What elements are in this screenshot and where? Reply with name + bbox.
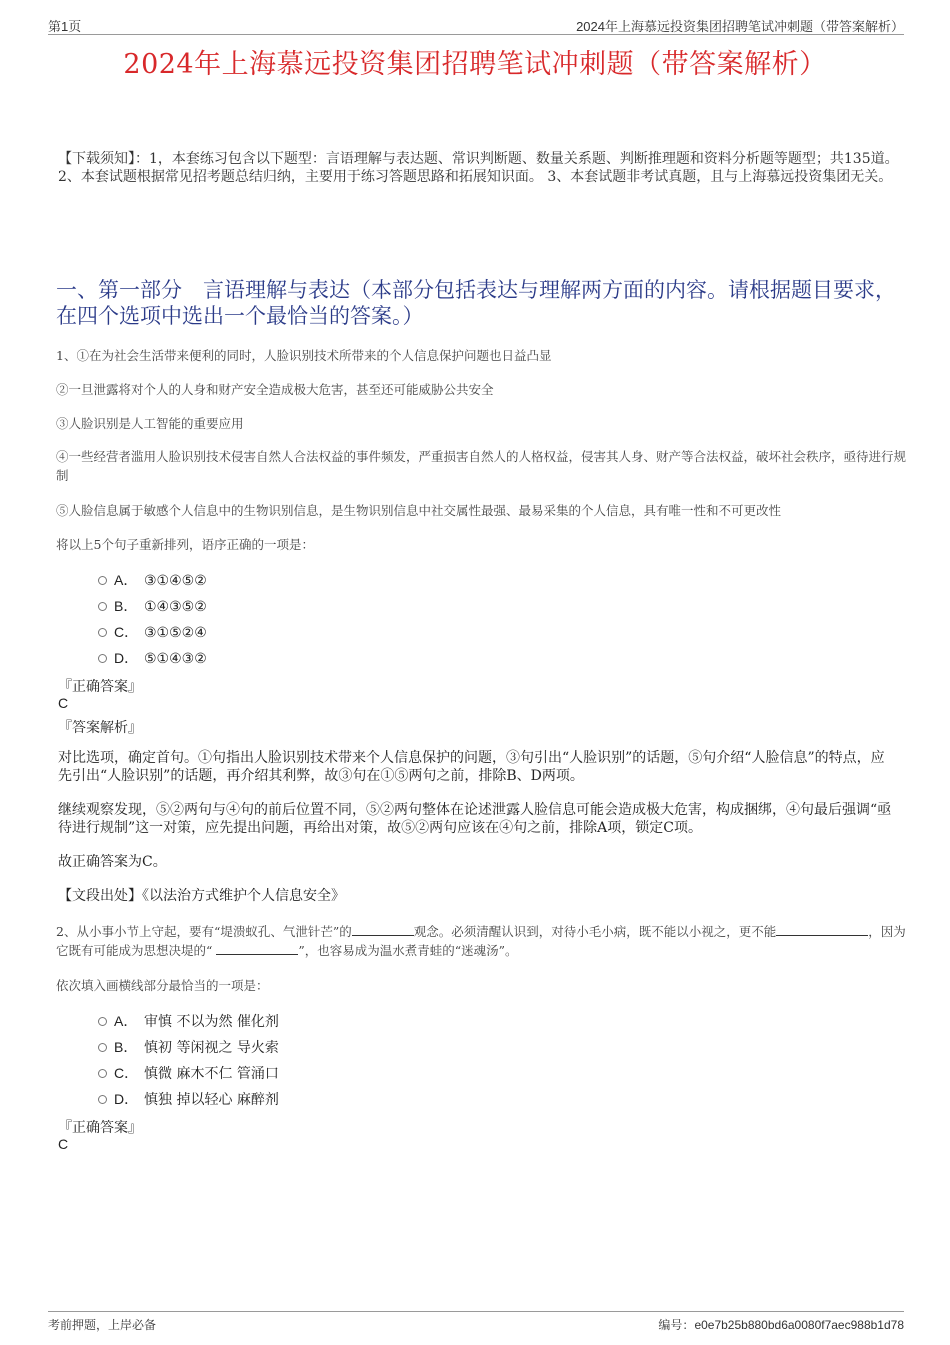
header-doc-title: 2024年上海慕远投资集团招聘笔试冲刺题（带答案解析） [576,19,904,34]
q1-analysis-paragraph-3: 故正确答案为C。 [58,854,167,870]
q2-option-c[interactable]: C． 慎微 麻木不仁 管涌口 [98,1063,279,1083]
q1-sentence-5: ⑤人脸信息属于敏感个人信息中的生物识别信息，是生物识别信息中社交属性最强、最易采集的个人信息，具有唯一性和不可更改性 [56,503,782,518]
fill-blank-1[interactable] [352,923,414,936]
q2-answer-heading: 『正确答案』 [58,1120,142,1136]
footer-slogan: 考前押题，上岸必备 [48,1318,157,1332]
q1-answer: C [58,695,69,711]
radio-icon[interactable] [98,654,107,663]
q1-analysis-paragraph-2: 继续观察发现，⑤②两句与④句的前后位置不同，⑤②两句整体在论述泄露人脸信息可能会造成极大危害，构成捆绑，④句最后强调“亟待进行规制”这一对策，应先提出问题，再给出对策，故⑤②两句应该在④句之前，排除A项，锁定C项。 [58,802,892,836]
q2-prompt: 依次填入画横线部分最恰当的一项是： [56,978,269,993]
page-footer [48,1311,904,1336]
q2-option-d[interactable]: D． 慎独 掉以轻心 麻醉剂 [98,1089,279,1109]
q1-sentence-1: 1、①在为社会生活带来便利的同时，人脸识别技术所带来的个人信息保护问题也日益凸显 [56,348,552,363]
document-title: 2024年上海慕远投资集团招聘笔试冲刺题（带答案解析） [123,49,827,80]
q1-analysis-heading: 『答案解析』 [58,720,142,736]
q2-answer: C [58,1136,69,1152]
radio-icon[interactable] [98,576,107,585]
fill-blank-3[interactable] [216,942,298,955]
radio-icon[interactable] [98,1017,107,1026]
q1-option-a[interactable]: A． ③①④⑤② [98,570,207,590]
q1-sentence-3: ③人脸识别是人工智能的重要应用 [56,416,244,431]
q1-answer-heading: 『正确答案』 [58,679,142,695]
q2-option-a[interactable]: A． 审慎 不以为然 催化剂 [98,1011,279,1031]
section-heading: 一、第一部分 言语理解与表达（本部分包括表达与理解两方面的内容。请根据题目要求，在四个选项中选出一个最恰当的答案。） [56,278,896,328]
page-number: 第1页 [48,19,82,34]
q1-prompt: 将以上5个句子重新排列，语序正确的一项是： [56,537,314,552]
q1-sentence-2: ②一旦泄露将对个人的人身和财产安全造成极大危害，甚至还可能威胁公共安全 [56,382,494,397]
q1-option-b[interactable]: B． ①④③⑤② [98,596,207,616]
radio-icon[interactable] [98,602,107,611]
q2-option-b[interactable]: B． 慎初 等闲视之 导火索 [98,1037,279,1057]
radio-icon[interactable] [98,1095,107,1104]
q1-sentence-4: ④一些经营者滥用人脸识别技术侵害自然人合法权益的事件频发，严重损害自然人的人格权益，侵害其人身、财产等合法权益，破坏社会秩序，亟待进行规制 [56,449,907,483]
radio-icon[interactable] [98,628,107,637]
q2-stem: 2、从小事小节上守起，要有“堤溃蚁孔、气泄针芒”的 观念。必须清醒认识到，对待小毛小病，既不能以小视之，更不能 ，因为它既有可能成为思想决堤的“ ”，也容易成为温水煮青蛙的“迷魂汤”。 [56,924,906,958]
footer-code: 编号：e0e7b25b880bd6a0080f7aec988b1d78 [658,1318,904,1332]
q1-source: 【文段出处】《以法治方式维护个人信息安全》 [58,888,345,904]
radio-icon[interactable] [98,1043,107,1052]
page-header [48,14,904,35]
q1-option-d[interactable]: D． ⑤①④③② [98,648,207,668]
q1-analysis-paragraph-1: 对比选项，确定首句。①句指出人脸识别技术带来个人信息保护的问题，③句引出“人脸识别”的话题，⑤句介绍“人脸信息”的特点，应先引出“人脸识别”的话题，再介绍其利弊，故③句在①⑤两句之前，排除B、D两项。 [58,750,885,784]
download-notice: 【下载须知】：1，本套练习包含以下题型：言语理解与表达题、常识判断题、数量关系题、判断推理题和资料分析题等题型；共135道。 2、本套试题根据常见招考题总结归纳，主要用于练习答题思路和拓展知识面。 3、本套试题非考试真题，且与上海慕远投资集团无关。 [58,151,899,185]
q1-option-c[interactable]: C． ③①⑤②④ [98,622,207,642]
fill-blank-2[interactable] [776,923,868,936]
radio-icon[interactable] [98,1069,107,1078]
